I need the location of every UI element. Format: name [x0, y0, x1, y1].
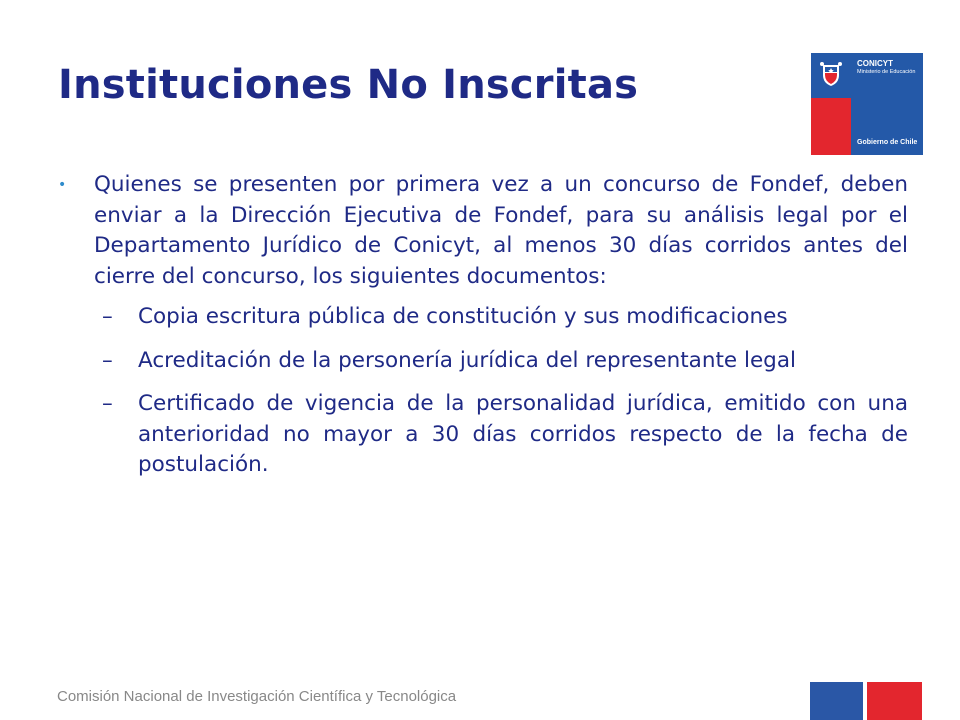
footer-flag [810, 682, 922, 720]
sub-item [58, 389, 908, 481]
dash-marker: – [102, 347, 113, 373]
slide-title: Instituciones No Inscritas [58, 62, 639, 108]
bullet-dot-icon: • [58, 177, 67, 193]
flag-blue-block [810, 682, 863, 720]
footer-text: Comisión Nacional de Investigación Científica y Tecnológica [57, 688, 457, 705]
sub-item-text: Acreditación de la personería jurídica del representante legal [138, 347, 796, 373]
flag-red-block [867, 682, 922, 720]
slide-body [58, 170, 908, 494]
sub-item-list [58, 302, 908, 481]
dash-marker: – [102, 391, 113, 416]
logo-government: Gobierno de Chile [857, 139, 918, 146]
coat-of-arms-icon [819, 59, 843, 87]
sub-item-text: Copia escritura pública de constitución y sus modificaciones [138, 304, 788, 329]
sub-item-text: Certificado de vigencia de la personalidad jurídica, emitido con una anterioridad no mayor a 30 días corridos respecto de la fecha de postulación. [138, 391, 908, 477]
logo-brand: CONICYT [857, 59, 893, 68]
sub-item [58, 346, 908, 377]
conicyt-logo [811, 53, 923, 155]
bullet-text: Quienes se presenten por primera vez a un concurso de Fondef, deben enviar a la Dirección Ejecutiva de Fondef, para su análisis legal por el Departamento Jurídico de Conicyt, al menos 30 días corridos antes del cierre del concurso, los siguientes documentos: [94, 172, 908, 289]
dash-marker: – [102, 304, 113, 329]
logo-ministry: Ministerio de Educación [857, 69, 916, 75]
sub-item [58, 302, 908, 333]
bullet-item [58, 170, 908, 292]
